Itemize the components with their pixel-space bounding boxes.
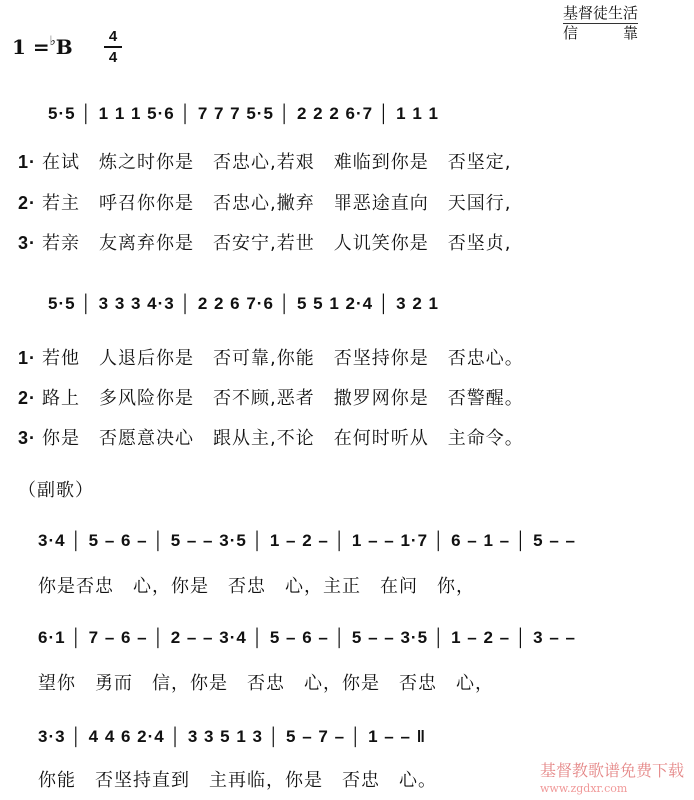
song-meta — [563, 4, 638, 43]
time-signature: 4 4 — [102, 28, 124, 66]
chorus-label: （副歌） — [18, 480, 94, 501]
chorus-line1-lyrics: 你是否忠 心，你是 否忠 心，主正 在问 你， — [38, 576, 475, 597]
source-label: 基督徒生活 — [563, 4, 639, 22]
watermark — [540, 762, 684, 798]
chorus-line2-lyrics: 望你 勇而 信，你是 否忠 心，你是 否忠 心， — [38, 673, 494, 694]
chorus-line3-notes: 3·3 │ 4 4 6 2·4 │ 3 3 5 1 3 │ 5 – 7 – │ 1 – – ‖ — [38, 727, 427, 746]
verse-line1-notes: 5·5 │ 1 1 1 5·6 │ 7 7 7 5·5 │ 2 2 2 6·7 │ 1 1 1 — [48, 104, 439, 123]
key-signature: 1 =♭B — [12, 34, 73, 59]
watermark-title: 基督教歌谱免费下载 — [540, 761, 685, 780]
verse-line2-lyric-3: 3· 你是 否愿意决心 跟从主,不论 在何时听从 主命令。 — [18, 428, 524, 449]
watermark-url: www.zgdxr.com — [540, 782, 628, 795]
chorus-line3-lyrics: 你能 否坚持直到 主再临，你是 否忠 心。 — [38, 770, 437, 791]
chorus-line1-notes: 3·4 │ 5 – 6 – │ 5 – – 3·5 │ 1 – 2 – │ 1 – – 1·7 │ 6 – 1 – │ 5 – – — [38, 531, 576, 550]
verse-line1-lyric-1: 1· 在试 炼之时你是 否忠心,若艰 难临到你是 否坚定, — [18, 152, 512, 173]
verse-line2-lyric-1: 1· 若他 人退后你是 否可靠,你能 否坚持你是 否忠心。 — [18, 348, 524, 369]
verse-line2-notes: 5·5 │ 3 3 3 4·3 │ 2 2 6 7·6 │ 5 5 1 2·4 │ 3 2 1 — [48, 294, 439, 313]
verse-line1-lyric-3: 3· 若亲 友离弃你是 否安宁,若世 人讥笑你是 否坚贞, — [18, 233, 512, 254]
chorus-line2-notes: 6·1 │ 7 – 6 – │ 2 – – 3·4 │ 5 – 6 – │ 5 – – 3·5 │ 1 – 2 – │ 3 – – — [38, 628, 576, 647]
verse-line2-lyric-2: 2· 路上 多风险你是 否不顾,恶者 撒罗网你是 否警醒。 — [18, 388, 524, 409]
category-label: 信 靠 — [563, 24, 639, 42]
verse-line1-lyric-2: 2· 若主 呼召你你是 否忠心,撇弃 罪恶途直向 天国行, — [18, 193, 512, 214]
